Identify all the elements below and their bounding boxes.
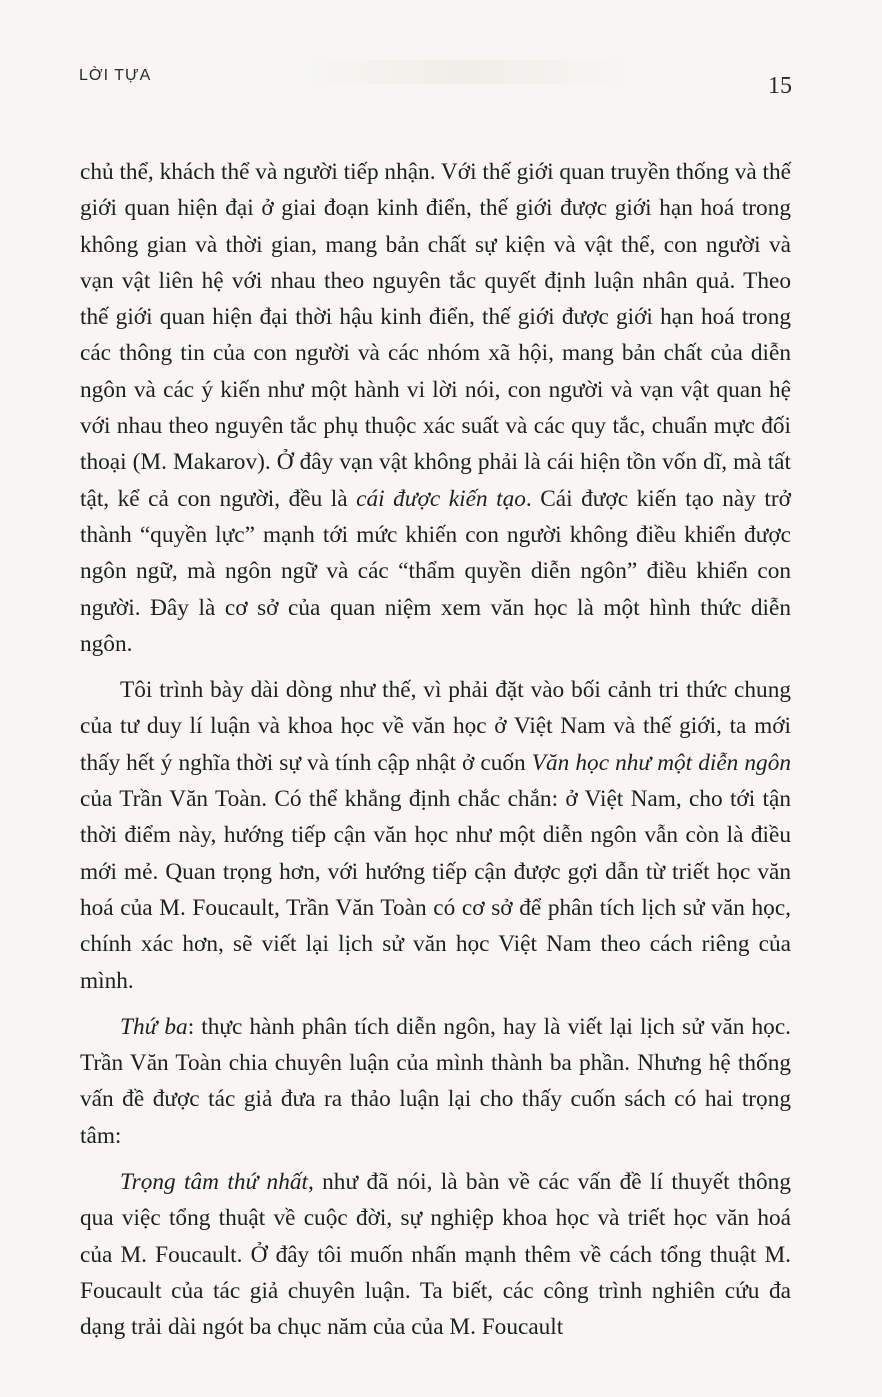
paragraph-1 [80,154,791,662]
paragraph-2 [80,672,791,999]
italic-phrase: cái được kiến tạo [356,485,526,512]
italic-book-title: Văn học như một diễn ngôn [531,749,791,776]
show-through-shadow [300,60,630,84]
italic-phrase: Trọng tâm thứ nhất [120,1169,308,1196]
running-head: LỜI TỰA [79,67,152,84]
body-text [80,154,791,1346]
text-segment: chủ thể, khách thể và người tiếp nhận. Với thế giới quan truyền thống và thế giới quan hiện đại ở giai đoạn kinh điển, thế giới được giới hạn hoá trong không gian và thời gian, mang bản chất sự kiện và vật thể, con người và vạn vật liên hệ với nhau theo nguyên tắc quyết định luận nhân quả. Theo thế giới quan hiện đại thời hậu kinh điển, thế giới được giới hạn hoá trong các thông tin của con người và các nhóm xã hội, mang bản chất của diễn ngôn và các ý kiến như một hành vi lời nói, con người và vạn vật quan hệ với nhau theo nguyên tắc phụ thuộc xác suất và các quy tắc, chuẩn mực đối thoại (M. Makarov). Ở đây vạn vật không phải là cái hiện tồn vốn dĩ, mà tất tật, kể cả con người, đều là [80,159,792,512]
text-segment: Tôi trình bày dài dòng như thế, vì phải đặt vào bối cảnh tri thức chung của tư duy lí luận và khoa học về văn học ở Việt Nam và thế giới, ta mới thấy hết ý nghĩa thời sự và tính cập nhật ở cuốn [80,677,791,776]
italic-phrase: Thứ ba [120,1013,188,1040]
paragraph-4 [80,1164,791,1345]
text-segment: , như đã nói, là bàn về các vấn đề lí thuyết thông qua việc tổng thuật về cuộc đời, sự nghiệp khoa học và triết học văn hoá của M. Foucault. Ở đây tôi muốn nhấn mạnh thêm về cách tổng thuật M. Foucault của tác giả chuyên luận. Ta biết, các công trình nghiên cứu đa dạng trải dài ngót ba chục năm của của M. Foucault [80,1169,791,1341]
text-segment: : thực hành phân tích diễn ngôn, hay là viết lại lịch sử văn học. Trần Văn Toàn chia chuyên luận của mình thành ba phần. Nhưng hệ thống vấn đề được tác giả đưa ra thảo luận lại cho thấy cuốn sách có hai trọng tâm: [80,1013,791,1149]
paragraph-3 [80,1009,791,1154]
text-segment: . Cái được kiến tạo này trở thành “quyền lực” mạnh tới mức khiến con người không điều khiển được ngôn ngữ, mà ngôn ngữ và các “thẩm quyền diễn ngôn” điều khiển con người. Đây là cơ sở của quan niệm xem văn học là một hình thức diễn ngôn. [80,485,791,657]
page-number: 15 [768,73,792,99]
text-segment: của Trần Văn Toàn. Có thể khẳng định chắc chắn: ở Việt Nam, cho tới tận thời điểm này, hướng tiếp cận văn học như một diễn ngôn vẫn còn là điều mới mẻ. Quan trọng hơn, với hướng tiếp cận được gợi dẫn từ triết học văn hoá của M. Foucault, Trần Văn Toàn có cơ sở để phân tích lịch sử văn học, chính xác hơn, sẽ viết lại lịch sử văn học Việt Nam theo cách riêng của mình. [80,786,791,994]
